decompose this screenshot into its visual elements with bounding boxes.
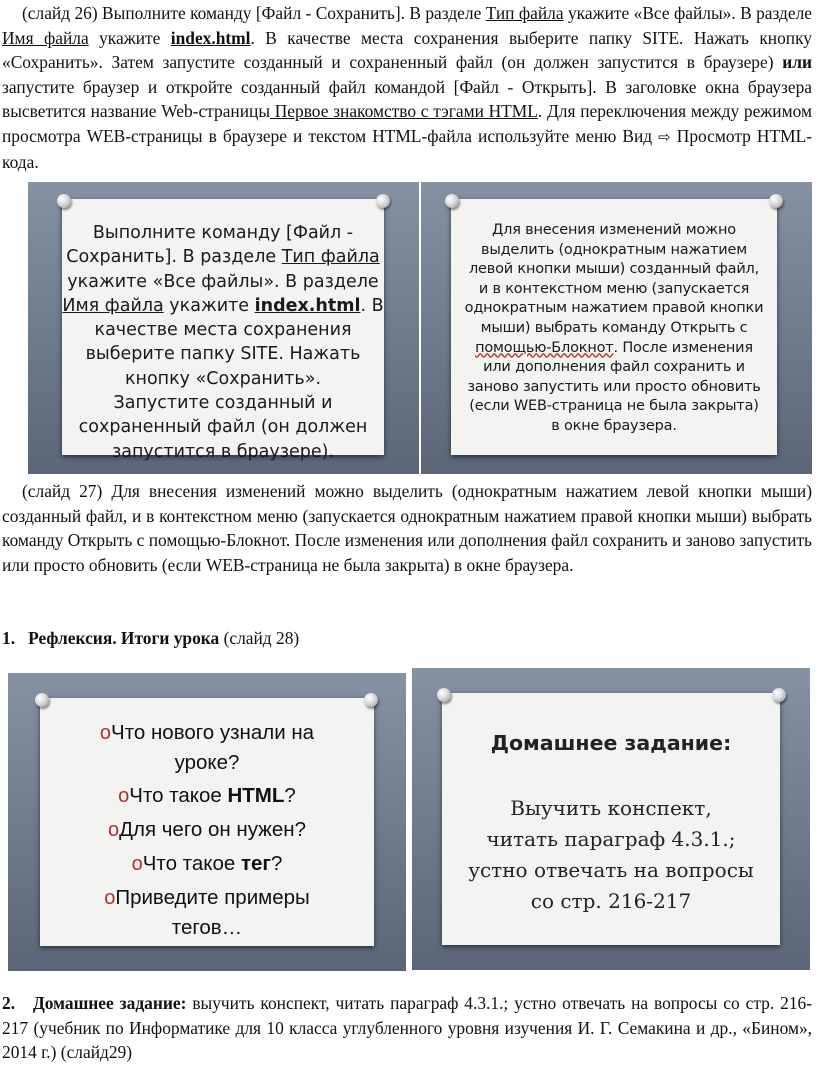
para1-page-title: Первое знакомство с тэгами HTML [270,101,538,122]
slide-26-line: Выполните команду [Файл - [92,223,354,243]
slide-26-line: качестве места сохранения [94,320,352,341]
slide-26-line: Запустите созданный и [113,393,333,414]
slide-27-line: однократным нажатием правой кнопки [464,300,764,317]
pin-icon [57,194,71,208]
slide-28-card [40,698,374,946]
slide-27-text [451,221,777,437]
homework-line: устно отвечать на вопросы [468,858,754,882]
list-item-reflection [2,626,812,651]
slide-26-line: Имя файла укажите index.html. В [62,295,384,316]
slide-26-line: кнопку «Сохранить». [124,368,322,389]
para1-or: или [782,52,812,73]
slide-27-line: или дополнения файл сохранить и [483,359,745,376]
pin-icon [445,194,459,208]
slide-26-card [62,199,384,462]
slide-28-image [8,673,406,971]
para1-text-4: . В качестве места сохранения выберите папку SITE. Нажать кнопку «Сохранить». Затем запустите созданный и сохраненный файл (он должен запустится в браузере) [2,27,813,73]
item-text: выучить конспект, читать параграф 4.3.1.; устно отвечать на вопросы со стр. 216-217 (учебник по Информатике для 10 класса углубленного уровня изучения И. Г. Семакина и др., «Бином», 2014 г.) (слайд29) [2,993,812,1063]
slide-27-line: левой кнопки мыши) созданный файл, [468,261,760,278]
slide-27-card [451,199,777,455]
slide-26-text [62,221,384,464]
slide-26-line: выберите папку SITE. Нажать [85,344,361,365]
pin-icon [35,693,49,707]
para1-file-type: Тип файла [485,3,564,23]
arrow-icon: ⇨ [658,127,671,146]
slide-26-line: сохраненный файл (он должен [78,417,368,438]
slide-27-line: Для внесения изменений можно [492,222,736,238]
list-item: oЧто такое HTML? [118,784,296,807]
para1-text-5: запустите браузер и откройте созданный файл командой [Файл - Открыть]. В заголовке окна браузера высветится название Web-страницы [2,76,812,122]
list-item-homework [2,991,812,1065]
pin-icon [376,194,390,208]
slide-27-line: выделить (однократным нажатием [481,241,747,258]
homework-line: читать параграф 4.3.1.; [486,827,736,851]
list-item: oДля чего он нужен? [107,818,307,841]
slide-29-image [412,668,810,970]
homework-body [442,793,780,917]
para1-text-7: Просмотр HTML-кода. [2,125,812,172]
slide-26-line: укажите «Все файлы». В разделе [67,271,379,292]
item-number: 1. [2,628,16,648]
slide-26-line: Сохранить]. В разделе Тип файла [66,247,380,268]
item-heading: Рефлексия. Итоги урока [28,628,220,648]
slide-27-line: и в контекстном меню (запускается [478,280,750,297]
list-item: oЧто такое тег? [131,852,283,875]
slide-27-line: мыши) выбрать команду Открыть с [480,319,748,336]
item-text: (слайд 28) [219,628,300,648]
para1-text-2: укажите «Все файлы». В разделе [563,3,812,23]
homework-title: Домашнее задание: [490,731,732,755]
slide-27-line: помощью-Блокнот. После изменения [475,339,753,356]
para1-text-3: укажите [88,27,171,48]
pin-icon [769,194,783,208]
pin-icon [772,688,786,702]
list-item: oЧто нового узнали на уроке? [99,721,315,774]
slide-29-card [442,693,780,945]
para1-text-1: (слайд 26) Выполните команду [Файл - Сохранить]. В разделе [22,3,486,23]
slide-26-line: запустится в браузере). [111,441,335,462]
para1-text-6: . Для переключения между режимом просмотра WEB-страницы в браузере и текстом HTML-файла используйте меню Вид [2,101,812,146]
slide-27-image [421,182,812,474]
item-number: 2. [2,993,16,1013]
para1-file-name: Имя файла [2,27,89,48]
slide-27-line: в окне браузера. [551,417,677,434]
slide-27-line: (если WEB-страница не была закрыта) [469,398,759,415]
paragraph-slide-26 [2,1,812,174]
pin-icon [437,688,451,702]
question-list [40,718,374,946]
list-item: oПриведите примеры тегов… [104,886,310,939]
para1-index-html: index.html [170,27,251,48]
slide-26-image [28,182,419,474]
homework-line: со стр. 216-217 [530,889,692,913]
homework-line: Выучить конспект, [510,796,712,820]
pin-icon [364,693,378,707]
slide-27-line: заново запустить или просто обновить [467,378,761,395]
item-heading: Домашнее задание: [32,993,187,1013]
paragraph-slide-27: (слайд 27) Для внесения изменений можно выделить (однократным нажатием левой кнопки мыши) созданный файл, и в контекстном меню (запускается однократным нажатием правой кнопки мыши) выбрать команду Открыть с помощью-Блокнот. После изменения или дополнения файл сохранить и заново запустить или просто обновить (если WEB-страница не была закрыта) в окне браузера. [2,481,812,575]
